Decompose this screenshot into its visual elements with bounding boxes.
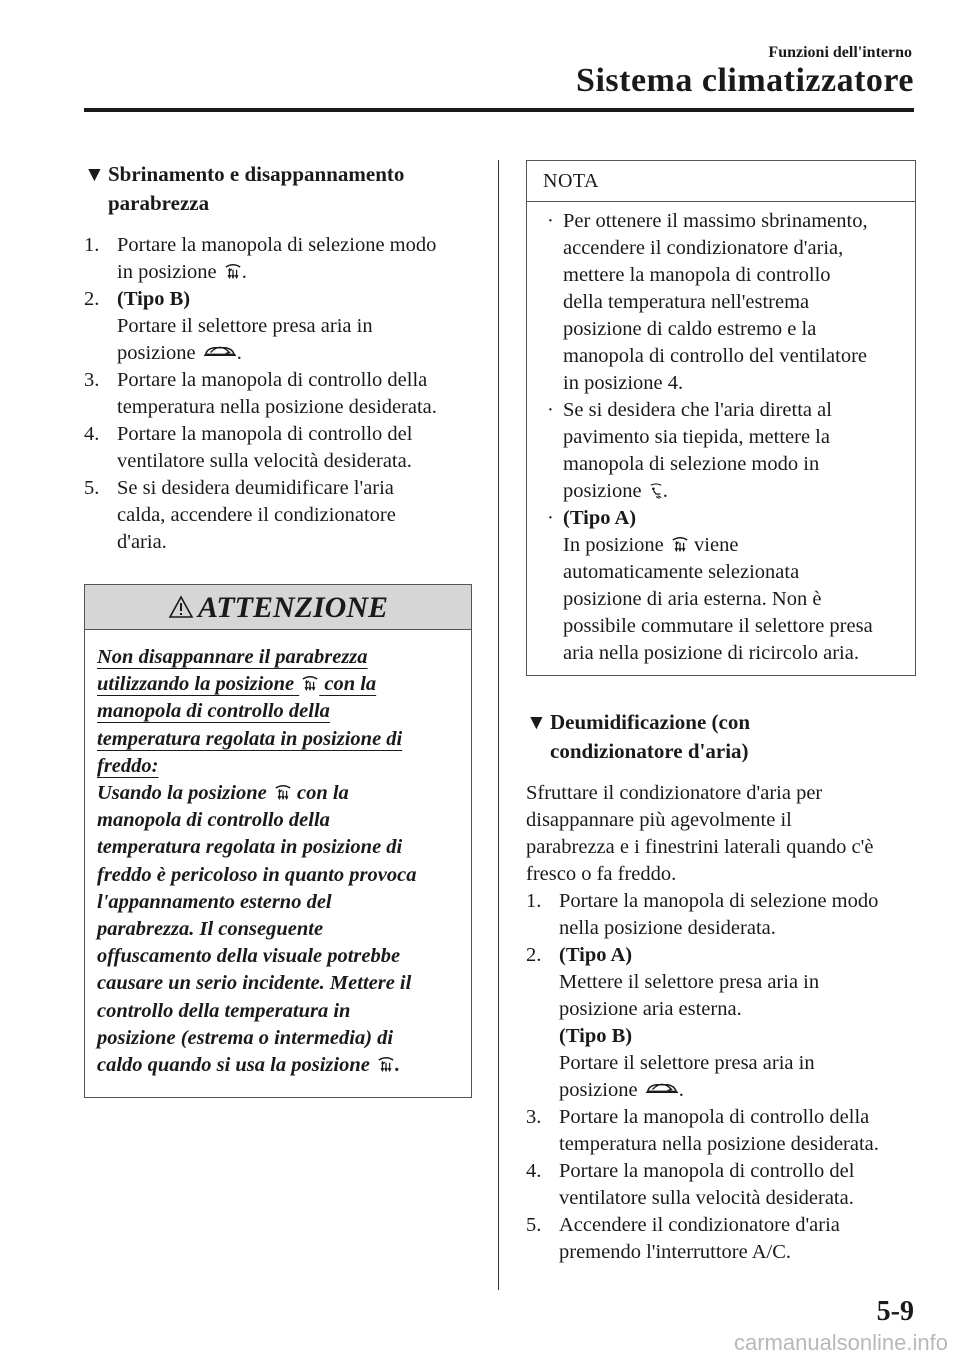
dehumidify-steps xyxy=(526,888,916,1266)
warning-body: Non disappannare il parabrezza utilizzando la posizione con la manopola di controllo della temperatura regolata in posizione di freddo: Usando la posizione con la manopola di controllo della temperatura regolata in posizione di freddo è pericoloso in quanto provoca l'appannamento esterno del parabrezza. Il conseguente offuscamento della visuale potrebbe causare un serio incidente. Mettere il controllo della temperatura in posizione (estrema o intermedia) di caldo quando si usa la posizione . xyxy=(97,646,417,1077)
warning-title: ATTENZIONE xyxy=(197,590,389,624)
defrost-steps xyxy=(84,232,472,556)
left-column xyxy=(84,160,472,1098)
right-column xyxy=(526,160,916,1266)
section-dehumidify-title xyxy=(526,708,916,766)
outside-air-icon xyxy=(203,344,237,361)
defrost-icon xyxy=(274,784,292,801)
page-number: 5-9 xyxy=(876,1296,914,1327)
section-title-line-1: Sbrinamento e disappannamento xyxy=(108,162,405,186)
header-rule xyxy=(84,108,914,112)
note-item-2: · Se si desidera che l'aria diretta al pavimento sia tiepida, mettere la manopola di selezione modo in posizione . xyxy=(547,399,832,502)
section-defrost-title xyxy=(84,160,472,218)
step-4: 4. Portare la manopola di controllo del ventilatore sulla velocità desiderata. xyxy=(84,423,413,472)
step-5: 5. Se si desidera deumidificare l'aria calda, accendere il condizionatore d'aria. xyxy=(84,477,396,553)
watermark: carmanualsonline.info xyxy=(733,1330,948,1355)
step-5: 5. Accendere il condizionatore d'aria premendo l'interruttore A/C. xyxy=(526,1214,840,1263)
warning-header xyxy=(85,585,471,630)
step-1: 1. Portare la manopola di selezione modo nella posizione desiderata. xyxy=(526,890,879,939)
step-4: 4. Portare la manopola di controllo del ventilatore sulla velocità desiderata. xyxy=(526,1160,855,1209)
outside-air-icon xyxy=(645,1081,679,1098)
note-box xyxy=(526,160,916,676)
section-title-line-2: condizionatore d'aria) xyxy=(550,739,749,763)
section-title-line-2: parabrezza xyxy=(108,191,210,215)
step-3: 3. Portare la manopola di controllo della temperatura nella posizione desiderata. xyxy=(84,369,437,418)
header-subtitle: Funzioni dell'interno xyxy=(768,44,912,61)
floor-defrost-icon xyxy=(649,482,663,499)
warning-triangle-icon xyxy=(168,595,194,619)
step-3: 3. Portare la manopola di controllo della temperatura nella posizione desiderata. xyxy=(526,1106,879,1155)
header-title: Sistema climatizzatore xyxy=(576,62,914,99)
triangle-bullet-icon: ▼ xyxy=(526,710,547,734)
note-item-3: · (Tipo A) In posizione viene automaticamente selezionata posizione di aria esterna. Non è possibile commutare il selettore presa aria nella posizione di ricircolo aria. xyxy=(547,507,873,664)
column-divider xyxy=(498,160,499,1290)
triangle-bullet-icon: ▼ xyxy=(84,162,105,186)
note-header: NOTA xyxy=(527,161,915,202)
step-2: 2. (Tipo A) Mettere il selettore presa aria in posizione aria esterna. (Tipo B) Portare il selettore presa aria in posizione . xyxy=(526,944,820,1101)
defrost-icon xyxy=(377,1056,395,1073)
section-title-line-1: Deumidificazione (con xyxy=(550,710,751,734)
defrost-icon xyxy=(671,536,689,553)
note-item-1: · Per ottenere il massimo sbrinamento, accendere il condizionatore d'aria, mettere la manopola di controllo della temperatura nell'estrema posizione di caldo estremo e la manopola di controllo del ventilatore in posizione 4. xyxy=(547,210,868,394)
warning-box xyxy=(84,584,472,1098)
step-1: 1. Portare la manopola di selezione modo in posizione . xyxy=(84,234,437,283)
defrost-icon xyxy=(301,675,319,692)
step-2: 2. (Tipo B) Portare il selettore presa aria in posizione . xyxy=(84,288,373,364)
note-body xyxy=(527,202,915,675)
intro-paragraph: Sfruttare il condizionatore d'aria per disappannare più agevolmente il parabrezza e i finestrini laterali quando c'è fresco o fa freddo. xyxy=(526,782,874,885)
defrost-icon xyxy=(224,263,242,280)
